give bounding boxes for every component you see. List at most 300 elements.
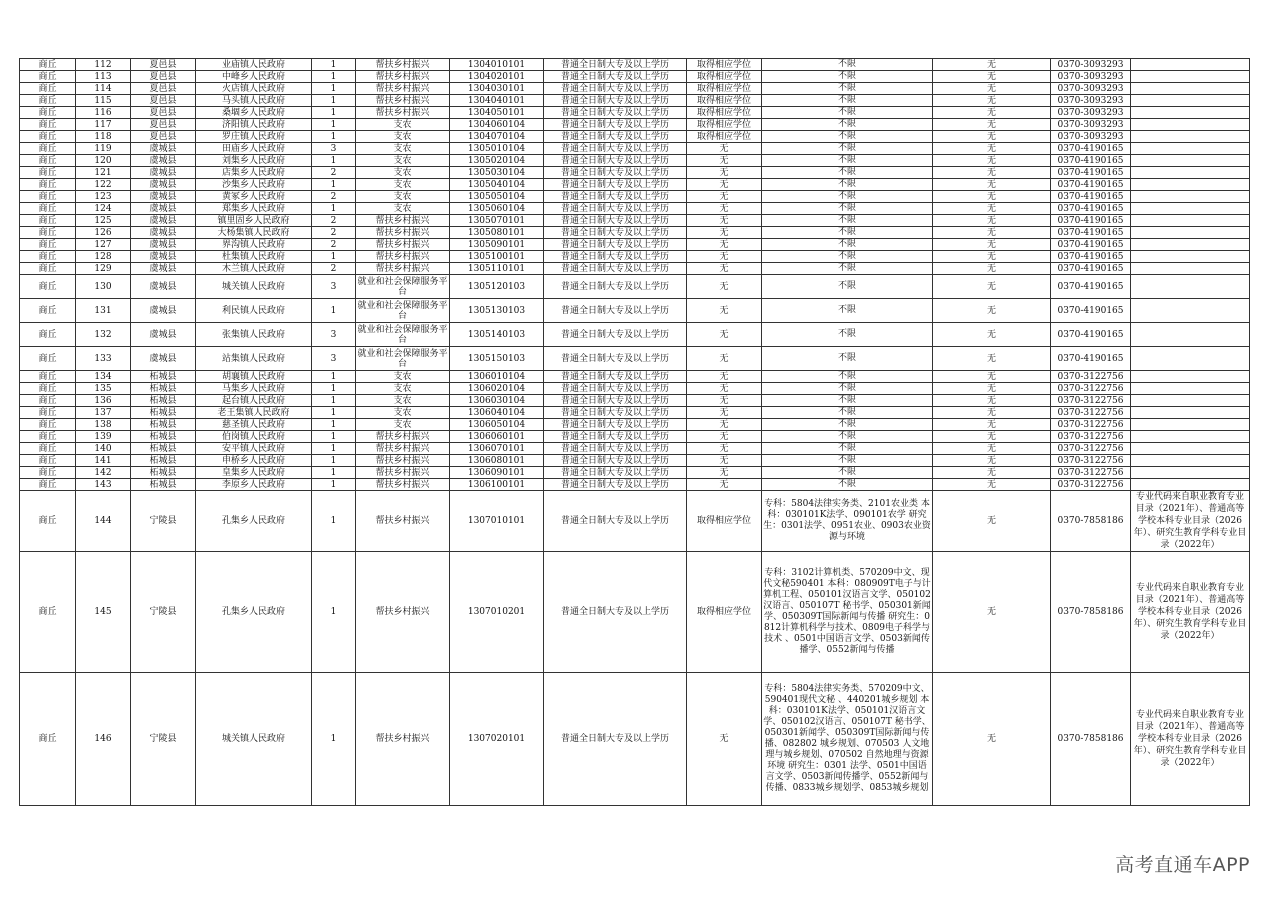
cell-city: 商丘: [20, 419, 76, 431]
cell-phone: 0370-3122756: [1051, 419, 1131, 431]
cell-experience: 无: [933, 251, 1051, 263]
cell-major: 不限: [762, 215, 933, 227]
cell-post: 支农: [356, 167, 450, 179]
cell-education: 普通全日制大专及以上学历: [544, 299, 687, 323]
cell-major: 不限: [762, 347, 933, 371]
cell-seq: 135: [76, 383, 131, 395]
cell-post: 帮扶乡村振兴: [356, 443, 450, 455]
cell-major: 不限: [762, 371, 933, 383]
cell-unit: 界沟镇人民政府: [196, 239, 312, 251]
cell-seq: 143: [76, 479, 131, 491]
cell-experience: 无: [933, 371, 1051, 383]
table-row: [20, 263, 1250, 275]
cell-unit: 桑堌乡人民政府: [196, 107, 312, 119]
cell-degree: 无: [687, 167, 762, 179]
cell-count: 1: [312, 419, 356, 431]
cell-experience: 无: [933, 383, 1051, 395]
cell-unit: 店集乡人民政府: [196, 167, 312, 179]
cell-note: 专业代码来自职业教育专业目录（2021年）、普通高等学校本科专业目录（2026年）、研究生教育学科专业目录（2022年）: [1131, 491, 1250, 552]
cell-city: 商丘: [20, 673, 76, 806]
cell-degree: 取得相应学位: [687, 119, 762, 131]
cell-education: 普通全日制大专及以上学历: [544, 215, 687, 227]
cell-code: 1304010101: [450, 59, 544, 71]
cell-unit: 黄冢乡人民政府: [196, 191, 312, 203]
cell-code: 1304030101: [450, 83, 544, 95]
cell-experience: 无: [933, 275, 1051, 299]
cell-major: 不限: [762, 455, 933, 467]
cell-post: 支农: [356, 191, 450, 203]
cell-count: 1: [312, 131, 356, 143]
cell-phone: 0370-7858186: [1051, 552, 1131, 673]
cell-education: 普通全日制大专及以上学历: [544, 275, 687, 299]
cell-degree: 无: [687, 191, 762, 203]
cell-city: 商丘: [20, 95, 76, 107]
cell-unit: 老王集镇人民政府: [196, 407, 312, 419]
cell-code: 1305030104: [450, 167, 544, 179]
cell-code: 1305100101: [450, 251, 544, 263]
cell-seq: 124: [76, 203, 131, 215]
cell-city: 商丘: [20, 491, 76, 552]
cell-education: 普通全日制大专及以上学历: [544, 383, 687, 395]
cell-code: 1304060104: [450, 119, 544, 131]
cell-post: 帮扶乡村振兴: [356, 491, 450, 552]
cell-education: 普通全日制大专及以上学历: [544, 131, 687, 143]
cell-note: 专业代码来自职业教育专业目录（2021年）、普通高等学校本科专业目录（2026年）、研究生教育学科专业目录（2022年）: [1131, 673, 1250, 806]
cell-count: 1: [312, 383, 356, 395]
cell-unit: 镇里固乡人民政府: [196, 215, 312, 227]
cell-unit: 杜集镇人民政府: [196, 251, 312, 263]
cell-experience: 无: [933, 83, 1051, 95]
table-row: [20, 107, 1250, 119]
table-row: [20, 203, 1250, 215]
cell-county: 夏邑县: [131, 83, 196, 95]
cell-phone: 0370-3093293: [1051, 131, 1131, 143]
cell-county: 柘城县: [131, 443, 196, 455]
cell-unit: 申桥乡人民政府: [196, 455, 312, 467]
cell-unit: 火店镇人民政府: [196, 83, 312, 95]
cell-count: 1: [312, 443, 356, 455]
cell-phone: 0370-3093293: [1051, 95, 1131, 107]
cell-unit: 起台镇人民政府: [196, 395, 312, 407]
cell-major: 不限: [762, 59, 933, 71]
cell-seq: 125: [76, 215, 131, 227]
cell-city: 商丘: [20, 179, 76, 191]
cell-county: 虞城县: [131, 203, 196, 215]
cell-phone: 0370-3122756: [1051, 455, 1131, 467]
cell-code: 1305080101: [450, 227, 544, 239]
cell-post: 帮扶乡村振兴: [356, 239, 450, 251]
cell-code: 1305060104: [450, 203, 544, 215]
cell-degree: 无: [687, 467, 762, 479]
cell-major: 不限: [762, 299, 933, 323]
cell-education: 普通全日制大专及以上学历: [544, 323, 687, 347]
cell-experience: 无: [933, 395, 1051, 407]
cell-phone: 0370-3093293: [1051, 119, 1131, 131]
cell-education: 普通全日制大专及以上学历: [544, 347, 687, 371]
cell-degree: 无: [687, 179, 762, 191]
cell-count: 3: [312, 323, 356, 347]
cell-phone: 0370-7858186: [1051, 673, 1131, 806]
cell-county: 柘城县: [131, 455, 196, 467]
cell-education: 普通全日制大专及以上学历: [544, 552, 687, 673]
cell-unit: 站集镇人民政府: [196, 347, 312, 371]
cell-major: 不限: [762, 95, 933, 107]
cell-unit: 马头镇人民政府: [196, 95, 312, 107]
cell-phone: 0370-4190165: [1051, 323, 1131, 347]
cell-code: 1307020101: [450, 673, 544, 806]
cell-count: 1: [312, 552, 356, 673]
cell-degree: 无: [687, 431, 762, 443]
cell-seq: 137: [76, 407, 131, 419]
cell-seq: 112: [76, 59, 131, 71]
table-row: [20, 552, 1250, 673]
table-row: [20, 299, 1250, 323]
cell-code: 1305110101: [450, 263, 544, 275]
cell-unit: 罗庄镇人民政府: [196, 131, 312, 143]
cell-education: 普通全日制大专及以上学历: [544, 239, 687, 251]
cell-county: 夏邑县: [131, 59, 196, 71]
cell-seq: 136: [76, 395, 131, 407]
cell-county: 宁陵县: [131, 552, 196, 673]
cell-experience: 无: [933, 479, 1051, 491]
cell-county: 虞城县: [131, 299, 196, 323]
cell-phone: 0370-4190165: [1051, 347, 1131, 371]
cell-education: 普通全日制大专及以上学历: [544, 479, 687, 491]
cell-note: [1131, 479, 1250, 491]
cell-count: 1: [312, 95, 356, 107]
cell-unit: 安平镇人民政府: [196, 443, 312, 455]
cell-experience: 无: [933, 227, 1051, 239]
cell-count: 1: [312, 467, 356, 479]
cell-experience: 无: [933, 95, 1051, 107]
cell-degree: 无: [687, 227, 762, 239]
table-row: [20, 673, 1250, 806]
cell-major: 不限: [762, 443, 933, 455]
cell-city: 商丘: [20, 395, 76, 407]
cell-education: 普通全日制大专及以上学历: [544, 419, 687, 431]
cell-major: 不限: [762, 167, 933, 179]
table-row: [20, 239, 1250, 251]
cell-major: 不限: [762, 203, 933, 215]
cell-major: 专科：5804法律实务类、2101农业类 本科：030101K法学、090101农学 研究生：0301法学、0951农业、0903农业资源与环境: [762, 491, 933, 552]
cell-phone: 0370-4190165: [1051, 191, 1131, 203]
cell-experience: 无: [933, 455, 1051, 467]
cell-code: 1305050104: [450, 191, 544, 203]
cell-county: 虞城县: [131, 155, 196, 167]
cell-post: 支农: [356, 419, 450, 431]
cell-unit: 业庙镇人民政府: [196, 59, 312, 71]
cell-county: 虞城县: [131, 275, 196, 299]
cell-note: [1131, 251, 1250, 263]
cell-city: 商丘: [20, 155, 76, 167]
cell-education: 普通全日制大专及以上学历: [544, 83, 687, 95]
cell-county: 虞城县: [131, 251, 196, 263]
cell-phone: 0370-4190165: [1051, 179, 1131, 191]
cell-degree: 无: [687, 673, 762, 806]
cell-major: 不限: [762, 155, 933, 167]
cell-note: 专业代码来自职业教育专业目录（2021年）、普通高等学校本科专业目录（2026年）、研究生教育学科专业目录（2022年）: [1131, 552, 1250, 673]
cell-code: 1304040101: [450, 95, 544, 107]
cell-experience: 无: [933, 431, 1051, 443]
cell-seq: 139: [76, 431, 131, 443]
table-row: [20, 179, 1250, 191]
table-row: [20, 443, 1250, 455]
cell-city: 商丘: [20, 107, 76, 119]
cell-code: 1305130103: [450, 299, 544, 323]
cell-count: 3: [312, 275, 356, 299]
cell-major: 不限: [762, 83, 933, 95]
cell-experience: 无: [933, 419, 1051, 431]
cell-education: 普通全日制大专及以上学历: [544, 467, 687, 479]
cell-note: [1131, 59, 1250, 71]
cell-seq: 114: [76, 83, 131, 95]
cell-code: 1305020104: [450, 155, 544, 167]
cell-county: 柘城县: [131, 383, 196, 395]
cell-experience: 无: [933, 239, 1051, 251]
cell-degree: 无: [687, 215, 762, 227]
cell-education: 普通全日制大专及以上学历: [544, 203, 687, 215]
cell-phone: 0370-3093293: [1051, 71, 1131, 83]
cell-city: 商丘: [20, 143, 76, 155]
cell-education: 普通全日制大专及以上学历: [544, 491, 687, 552]
cell-code: 1306060101: [450, 431, 544, 443]
cell-code: 1305010104: [450, 143, 544, 155]
cell-experience: 无: [933, 203, 1051, 215]
cell-count: 2: [312, 227, 356, 239]
table-row: [20, 347, 1250, 371]
cell-count: 1: [312, 107, 356, 119]
cell-unit: 慈圣镇人民政府: [196, 419, 312, 431]
cell-unit: 田庙乡人民政府: [196, 143, 312, 155]
table-row: [20, 395, 1250, 407]
table-row: [20, 407, 1250, 419]
cell-county: 柘城县: [131, 395, 196, 407]
cell-post: 帮扶乡村振兴: [356, 83, 450, 95]
table-row: [20, 155, 1250, 167]
cell-county: 宁陵县: [131, 491, 196, 552]
cell-phone: 0370-4190165: [1051, 215, 1131, 227]
cell-degree: 无: [687, 407, 762, 419]
cell-post: 帮扶乡村振兴: [356, 215, 450, 227]
cell-county: 虞城县: [131, 347, 196, 371]
cell-county: 柘城县: [131, 407, 196, 419]
cell-education: 普通全日制大专及以上学历: [544, 167, 687, 179]
cell-note: [1131, 455, 1250, 467]
cell-unit: 皇集乡人民政府: [196, 467, 312, 479]
cell-city: 商丘: [20, 467, 76, 479]
cell-city: 商丘: [20, 275, 76, 299]
cell-unit: 大杨集镇人民政府: [196, 227, 312, 239]
cell-county: 虞城县: [131, 227, 196, 239]
cell-education: 普通全日制大专及以上学历: [544, 431, 687, 443]
cell-degree: 无: [687, 299, 762, 323]
cell-unit: 济阳镇人民政府: [196, 119, 312, 131]
cell-note: [1131, 323, 1250, 347]
cell-code: 1306040104: [450, 407, 544, 419]
cell-experience: 无: [933, 263, 1051, 275]
table-row: [20, 131, 1250, 143]
cell-count: 1: [312, 179, 356, 191]
cell-degree: 无: [687, 455, 762, 467]
cell-note: [1131, 83, 1250, 95]
cell-county: 夏邑县: [131, 107, 196, 119]
table-row: [20, 119, 1250, 131]
cell-note: [1131, 155, 1250, 167]
cell-degree: 取得相应学位: [687, 71, 762, 83]
cell-phone: 0370-3122756: [1051, 383, 1131, 395]
cell-education: 普通全日制大专及以上学历: [544, 395, 687, 407]
cell-code: 1304020101: [450, 71, 544, 83]
cell-post: 支农: [356, 131, 450, 143]
cell-major: 不限: [762, 383, 933, 395]
cell-experience: 无: [933, 552, 1051, 673]
cell-post: 支农: [356, 119, 450, 131]
cell-note: [1131, 395, 1250, 407]
cell-degree: 无: [687, 263, 762, 275]
table-row: [20, 143, 1250, 155]
cell-city: 商丘: [20, 71, 76, 83]
cell-post: 帮扶乡村振兴: [356, 431, 450, 443]
cell-seq: 142: [76, 467, 131, 479]
table-row: [20, 167, 1250, 179]
cell-county: 宁陵县: [131, 673, 196, 806]
cell-note: [1131, 215, 1250, 227]
cell-count: 2: [312, 215, 356, 227]
cell-count: 3: [312, 143, 356, 155]
cell-post: 支农: [356, 383, 450, 395]
cell-post: 支农: [356, 155, 450, 167]
cell-experience: 无: [933, 407, 1051, 419]
cell-major: 不限: [762, 323, 933, 347]
cell-count: 1: [312, 371, 356, 383]
cell-code: 1305090101: [450, 239, 544, 251]
cell-education: 普通全日制大专及以上学历: [544, 179, 687, 191]
cell-post: 帮扶乡村振兴: [356, 479, 450, 491]
cell-degree: 无: [687, 275, 762, 299]
cell-unit: 利民镇人民政府: [196, 299, 312, 323]
cell-degree: 无: [687, 419, 762, 431]
cell-code: 1304070104: [450, 131, 544, 143]
cell-major: 不限: [762, 227, 933, 239]
cell-note: [1131, 263, 1250, 275]
cell-degree: 无: [687, 155, 762, 167]
cell-post: 支农: [356, 371, 450, 383]
cell-note: [1131, 203, 1250, 215]
cell-seq: 134: [76, 371, 131, 383]
cell-code: 1306010104: [450, 371, 544, 383]
table-row: [20, 83, 1250, 95]
cell-degree: 无: [687, 479, 762, 491]
cell-phone: 0370-4190165: [1051, 143, 1131, 155]
cell-experience: 无: [933, 467, 1051, 479]
cell-major: 不限: [762, 419, 933, 431]
cell-seq: 119: [76, 143, 131, 155]
cell-seq: 127: [76, 239, 131, 251]
cell-count: 3: [312, 347, 356, 371]
cell-phone: 0370-4190165: [1051, 203, 1131, 215]
cell-county: 虞城县: [131, 167, 196, 179]
cell-count: 1: [312, 479, 356, 491]
cell-county: 夏邑县: [131, 119, 196, 131]
cell-county: 虞城县: [131, 323, 196, 347]
cell-phone: 0370-3093293: [1051, 59, 1131, 71]
cell-city: 商丘: [20, 431, 76, 443]
table-row: [20, 251, 1250, 263]
cell-seq: 121: [76, 167, 131, 179]
cell-unit: 沙集乡人民政府: [196, 179, 312, 191]
cell-post: 支农: [356, 203, 450, 215]
cell-unit: 木兰镇人民政府: [196, 263, 312, 275]
cell-seq: 122: [76, 179, 131, 191]
cell-code: 1306080101: [450, 455, 544, 467]
cell-education: 普通全日制大专及以上学历: [544, 71, 687, 83]
cell-code: 1307010201: [450, 552, 544, 673]
cell-code: 1306090101: [450, 467, 544, 479]
cell-phone: 0370-3122756: [1051, 443, 1131, 455]
cell-note: [1131, 119, 1250, 131]
cell-education: 普通全日制大专及以上学历: [544, 107, 687, 119]
cell-city: 商丘: [20, 203, 76, 215]
cell-note: [1131, 239, 1250, 251]
cell-note: [1131, 227, 1250, 239]
cell-education: 普通全日制大专及以上学历: [544, 119, 687, 131]
table-row: [20, 491, 1250, 552]
cell-note: [1131, 167, 1250, 179]
cell-phone: 0370-4190165: [1051, 227, 1131, 239]
cell-education: 普通全日制大专及以上学历: [544, 443, 687, 455]
cell-phone: 0370-3122756: [1051, 479, 1131, 491]
cell-county: 夏邑县: [131, 71, 196, 83]
cell-experience: 无: [933, 673, 1051, 806]
cell-post: 帮扶乡村振兴: [356, 71, 450, 83]
cell-post: 帮扶乡村振兴: [356, 251, 450, 263]
cell-count: 2: [312, 263, 356, 275]
cell-post: 就业和社会保障服务平台: [357, 324, 448, 345]
cell-note: [1131, 419, 1250, 431]
cell-phone: 0370-4190165: [1051, 299, 1131, 323]
cell-note: [1131, 431, 1250, 443]
cell-experience: 无: [933, 191, 1051, 203]
cell-experience: 无: [933, 491, 1051, 552]
cell-education: 普通全日制大专及以上学历: [544, 407, 687, 419]
cell-count: 1: [312, 59, 356, 71]
table-row: [20, 479, 1250, 491]
cell-seq: 128: [76, 251, 131, 263]
cell-major: 不限: [762, 179, 933, 191]
cell-code: 1306100101: [450, 479, 544, 491]
cell-code: 1305040104: [450, 179, 544, 191]
cell-unit: 孔集乡人民政府: [196, 552, 312, 673]
cell-note: [1131, 407, 1250, 419]
cell-seq: 126: [76, 227, 131, 239]
cell-code: 1305150103: [450, 347, 544, 371]
cell-experience: 无: [933, 119, 1051, 131]
cell-note: [1131, 275, 1250, 299]
cell-county: 夏邑县: [131, 131, 196, 143]
cell-phone: 0370-7858186: [1051, 491, 1131, 552]
cell-major: 不限: [762, 407, 933, 419]
cell-seq: 120: [76, 155, 131, 167]
cell-post: 就业和社会保障服务平台: [357, 276, 448, 297]
cell-county: 虞城县: [131, 143, 196, 155]
cell-county: 虞城县: [131, 239, 196, 251]
table-row: [20, 383, 1250, 395]
cell-degree: 取得相应学位: [687, 131, 762, 143]
cell-experience: 无: [933, 179, 1051, 191]
table-row: [20, 431, 1250, 443]
cell-seq: 123: [76, 191, 131, 203]
cell-degree: 取得相应学位: [687, 107, 762, 119]
